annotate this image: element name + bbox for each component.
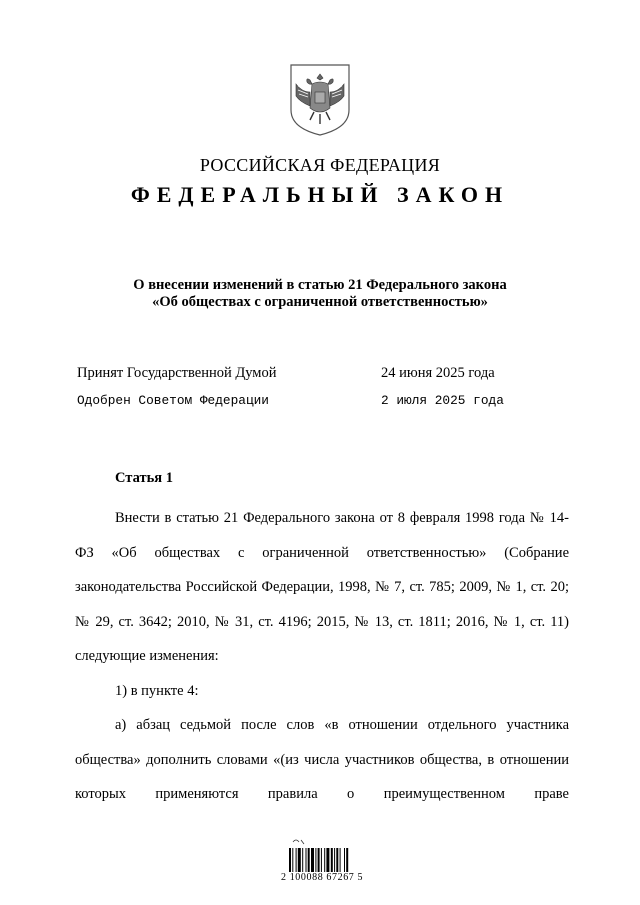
country-name: РОССИЙСКАЯ ФЕДЕРАЦИЯ [199, 155, 441, 175]
document-title [0, 277, 640, 311]
article-paragraph-3: а) абзац седьмой после слов «в отношении отдельного участника общества» дополнить словами «(из числа участников общества, в отношении которых применяются правила о преимущественном праве [75, 717, 569, 802]
duma-label: Принят Государственной Думой [77, 365, 277, 381]
adoption-council-row [77, 393, 580, 408]
article-paragraph-2: 1) в пункте 4: [115, 682, 199, 699]
adoption-duma-row [77, 365, 580, 382]
article-body [75, 501, 569, 812]
document-type: ФЕДЕРАЛЬНЫЙ ЗАКОН [130, 182, 510, 207]
document-title-line-2: «Об обществах с ограниченной ответственностью» [152, 294, 488, 310]
coat-of-arms-emblem [288, 62, 352, 138]
duma-date: 24 июня 2025 года [381, 365, 495, 381]
barcode-number: 2 100088 67267 5 [281, 872, 364, 883]
council-label: Одобрен Советом Федерации [77, 393, 269, 408]
article-heading: Статья 1 [115, 470, 173, 486]
council-date: 2 июля 2025 года [381, 393, 504, 408]
document-title-line-1: О внесении изменений в статью 21 Федерального закона [133, 277, 507, 293]
article-paragraph-1: Внести в статью 21 Федерального закона от 8 февраля 1998 года № 14-ФЗ «Об обществах с ограниченной ответственностью» (Собрание законодательства Российской Федерации, 1998, № 7, ст. 785; 2009, № 1, ст. 20; № 29, ст. 3642; 2010, № 31, ст. 4196; 2015, № 13, ст. 1811; 2016, № 1, ст. 11) следующие изменения: [75, 510, 569, 664]
